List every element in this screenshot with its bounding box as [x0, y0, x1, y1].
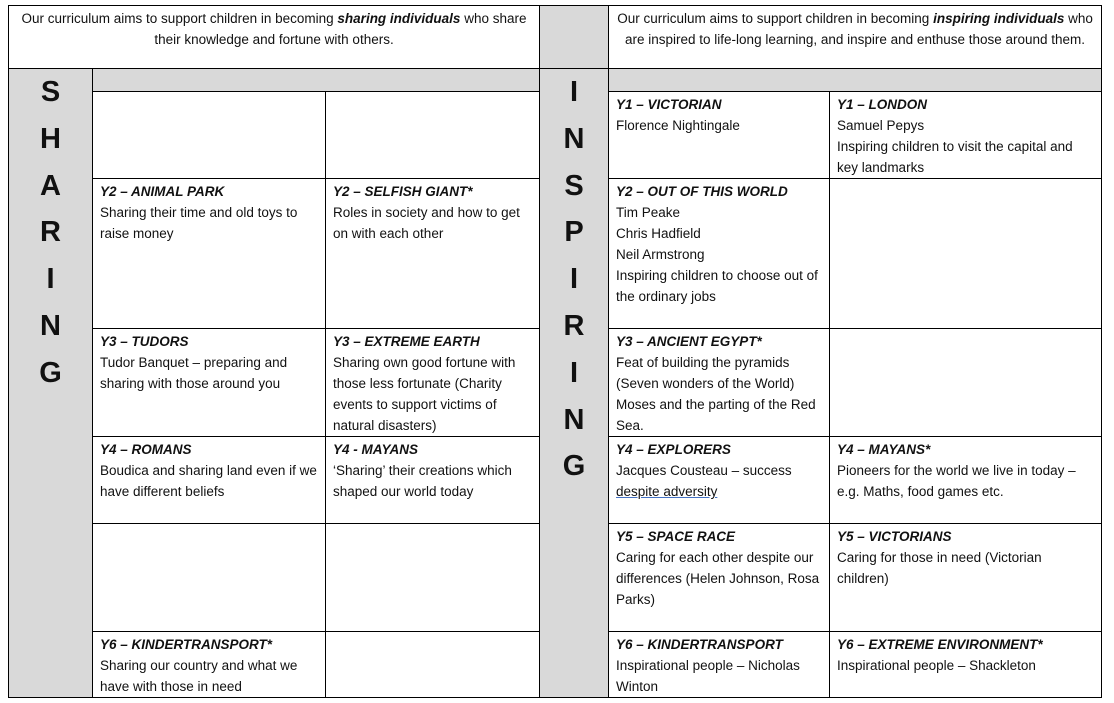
- inspiring-vertical-letter: I: [570, 76, 579, 108]
- topic-description: Roles in society and how to get on with each other: [333, 205, 520, 241]
- inspiring-vertical-letter: N: [563, 122, 585, 155]
- sharing-cell: [93, 329, 326, 437]
- topic-description: Sharing our country and what we have with those in need: [100, 658, 298, 694]
- sharing-vertical-letter: R: [40, 216, 61, 249]
- header-band-row: [9, 69, 1102, 92]
- topic-description-underlined: despite adversity: [616, 484, 718, 499]
- topic-title: Y5 – VICTORIANS: [837, 529, 952, 544]
- inspiring-vertical-letter: R: [563, 309, 585, 342]
- topic-title: Y4 – ROMANS: [100, 442, 192, 457]
- inspiring-cell: [609, 179, 830, 329]
- sharing-cell: [326, 179, 540, 329]
- inspiring-vertical-letter: N: [563, 403, 585, 436]
- sharing-cell: [326, 92, 540, 179]
- sharing-cell: [326, 437, 540, 524]
- topic-title: Y4 – MAYANS*: [837, 442, 931, 457]
- sharing-vertical-letter: N: [40, 309, 61, 342]
- inspiring-vertical-letter: I: [570, 356, 579, 389]
- sharing-vertical-letter: A: [40, 169, 61, 202]
- topic-description: Inspiring children to choose out of the ordinary jobs: [616, 268, 818, 304]
- inspiring-vertical-label: [540, 69, 609, 698]
- sharing-cell: [93, 524, 326, 632]
- sharing-vertical-letter: H: [40, 122, 61, 155]
- topic-description: Boudica and sharing land even if we have different beliefs: [100, 463, 317, 499]
- topic-description: Chris Hadfield: [616, 226, 701, 241]
- sharing-intro: [9, 6, 540, 69]
- inspiring-cell: [830, 632, 1102, 698]
- topic-description: Sharing their time and old toys to raise money: [100, 205, 298, 241]
- inspiring-intro-text: Our curriculum aims to support children in becoming: [617, 11, 934, 26]
- topic-description: Moses and the parting of the Red Sea.: [616, 397, 816, 433]
- topic-description: Inspiring children to visit the capital and key landmarks: [837, 139, 1073, 175]
- inspiring-cell: [609, 329, 830, 437]
- topic-description: Feat of building the pyramids (Seven wonders of the World): [616, 355, 795, 391]
- intro-row: [9, 6, 1102, 69]
- topic-title: Y6 – KINDERTRANSPORT*: [100, 637, 273, 652]
- curriculum-table: [8, 5, 1102, 698]
- topic-title: Y3 – TUDORS: [100, 334, 189, 349]
- topic-description: Florence Nightingale: [616, 118, 740, 133]
- inspiring-cell: [830, 524, 1102, 632]
- topic-title: Y4 - MAYANS: [333, 442, 419, 457]
- sharing-cell: [326, 524, 540, 632]
- topic-title: Y3 – EXTREME EARTH: [333, 334, 480, 349]
- topic-title: Y2 – ANIMAL PARK: [100, 184, 225, 199]
- sharing-cell: [93, 437, 326, 524]
- topic-title: Y2 – OUT OF THIS WORLD: [616, 184, 788, 199]
- sharing-intro-text-end: who share their knowledge and fortune with others.: [154, 11, 527, 47]
- topic-description: Caring for each other despite our differences (Helen Johnson, Rosa Parks): [616, 550, 820, 607]
- inspiring-cell: [609, 437, 830, 524]
- sharing-vertical-letter: G: [39, 356, 62, 389]
- inspiring-letters: [540, 69, 608, 490]
- topic-description: Inspirational people – Shackleton: [837, 658, 1036, 673]
- topic-description: Caring for those in need (Victorian children): [837, 550, 1042, 586]
- inspiring-vertical-letter: P: [564, 216, 584, 249]
- topic-title: Y6 – EXTREME ENVIRONMENT*: [837, 637, 1043, 652]
- sharing-vertical-label: [9, 69, 93, 698]
- inspiring-cell: [609, 632, 830, 698]
- topic-description: Pioneers for the world we live in today – e.g. Maths, food games etc.: [837, 463, 1076, 499]
- curriculum-table-wrapper: [8, 5, 1101, 694]
- sharing-cell: [93, 179, 326, 329]
- topic-description: Tudor Banquet – preparing and sharing with those around you: [100, 355, 288, 391]
- inspiring-cell: [830, 92, 1102, 179]
- sharing-vertical-letter: I: [46, 263, 55, 296]
- topic-title: Y4 – EXPLORERS: [616, 442, 731, 457]
- inspiring-vertical-letter: S: [564, 169, 584, 202]
- sharing-cell: [93, 92, 326, 179]
- inspiring-intro-text-end: who are inspired to life-long learning, and inspire and enthuse those around them.: [625, 11, 1093, 47]
- inspiring-intro: [609, 6, 1102, 69]
- inspiring-cell: [830, 329, 1102, 437]
- topic-title: Y5 – SPACE RACE: [616, 529, 736, 544]
- inspiring-cell: [609, 92, 830, 179]
- topic-description: Sharing own good fortune with those less fortunate (Charity events to support victims of natural disasters): [333, 355, 516, 433]
- sharing-letters: [9, 69, 92, 397]
- intro-spacer: [540, 6, 609, 69]
- sharing-intro-emphasis: sharing individuals: [337, 11, 461, 26]
- sharing-cell: [93, 632, 326, 698]
- topic-title: Y1 – LONDON: [837, 97, 928, 112]
- sharing-cell: [326, 632, 540, 698]
- topic-description: Tim Peake: [616, 205, 681, 220]
- topic-title: Y2 – SELFISH GIANT*: [333, 184, 473, 199]
- inspiring-vertical-letter: I: [570, 263, 579, 296]
- inspiring-intro-emphasis: inspiring individuals: [933, 11, 1065, 26]
- topic-title: Y6 – KINDERTRANSPORT: [616, 637, 783, 652]
- sharing-intro-text: Our curriculum aims to support children in becoming: [21, 11, 338, 26]
- inspiring-vertical-letter: G: [562, 450, 586, 483]
- topic-description: Inspirational people – Nicholas Winton: [616, 658, 800, 694]
- sharing-vertical-letter: S: [40, 76, 61, 108]
- topic-title: Y3 – ANCIENT EGYPT*: [616, 334, 762, 349]
- inspiring-header-band: [609, 69, 1102, 92]
- topic-title: Y1 – VICTORIAN: [616, 97, 722, 112]
- inspiring-cell: [830, 437, 1102, 524]
- topic-description: Neil Armstrong: [616, 247, 705, 262]
- sharing-header-band: [93, 69, 540, 92]
- topic-description: Jacques Cousteau – success: [616, 463, 792, 478]
- topic-description: ‘Sharing’ their creations which shaped our world today: [333, 463, 512, 499]
- topic-description: Samuel Pepys: [837, 118, 925, 133]
- sharing-cell: [326, 329, 540, 437]
- inspiring-cell: [609, 524, 830, 632]
- inspiring-cell: [830, 179, 1102, 329]
